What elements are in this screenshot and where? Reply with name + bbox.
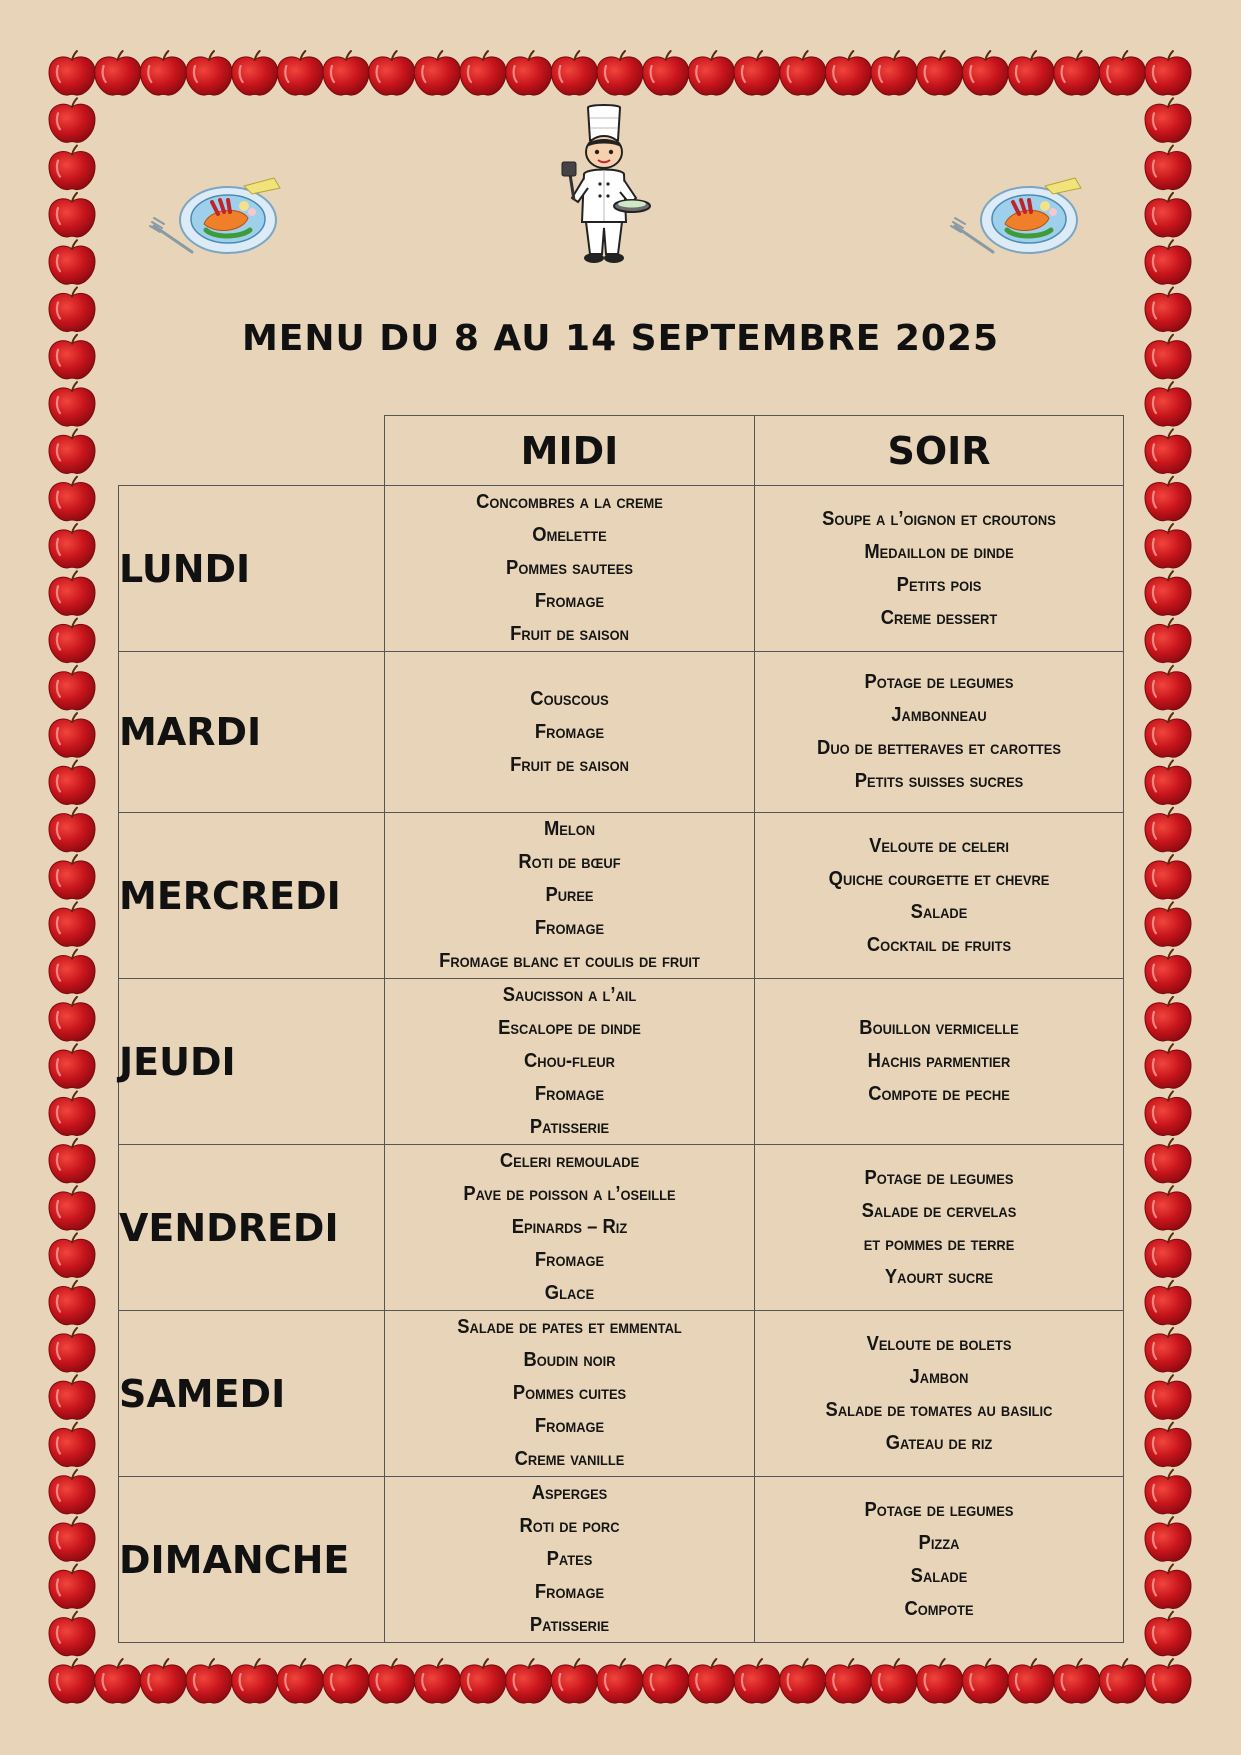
dish-item: Compote (904, 1597, 974, 1620)
dish-item: Gateau de riz (885, 1431, 993, 1454)
dish-item: Puree (545, 884, 594, 906)
dish-item: Epinards – Riz (511, 1216, 628, 1238)
dish-item: Jambonneau (891, 704, 987, 726)
menu-table (118, 415, 1124, 1643)
dish-item: Jambon (909, 1365, 969, 1388)
dish-item: Petits suisses sucres (854, 770, 1024, 792)
soir-dishes (755, 1311, 1124, 1477)
table-row (119, 1145, 1124, 1311)
table-row (119, 979, 1124, 1145)
dish-item: Pommes sautees (506, 557, 633, 579)
table-row (119, 1477, 1124, 1643)
dish-item: Fromage (534, 590, 605, 612)
column-header-midi: MIDI (385, 416, 755, 486)
midi-dishes (385, 1311, 755, 1477)
table-row (119, 652, 1124, 813)
dish-item: Melon (543, 818, 596, 840)
dish-item: Soupe a l’oignon et croutons (822, 507, 1056, 530)
dish-item: Salade de cervelas (861, 1199, 1017, 1222)
dish-item: Potage de legumes (864, 1498, 1014, 1521)
dish-item: Pizza (918, 1531, 960, 1554)
dish-item: Salade (910, 900, 968, 923)
plate-icon (148, 172, 288, 264)
midi-dishes (385, 979, 755, 1145)
dish-item: Bouillon vermicelle (859, 1017, 1019, 1039)
dish-item: Potage de legumes (864, 1166, 1014, 1189)
soir-dishes (755, 1477, 1124, 1643)
dish-item: Fromage (534, 917, 605, 939)
dish-item: Fruit de saison (510, 753, 629, 776)
dish-item: Fromage (534, 1083, 605, 1105)
plate-icon (949, 172, 1089, 264)
dish-item: Hachis parmentier (867, 1050, 1011, 1072)
table-row (119, 486, 1124, 652)
dish-item: Pates (546, 1548, 593, 1570)
dish-item: Couscous (530, 687, 609, 710)
dish-item: Roti de porc (519, 1515, 620, 1537)
page-title: MENU DU 8 AU 14 SEPTEMBRE 2025 (241, 318, 1000, 359)
column-header-soir: SOIR (755, 416, 1124, 486)
dish-item: Potage de legumes (864, 671, 1014, 693)
dish-item: Salade de tomates au basilic (825, 1398, 1053, 1421)
soir-dishes (755, 813, 1124, 979)
dish-item: Celeri remoulade (499, 1150, 640, 1172)
midi-dishes (385, 652, 755, 813)
dish-item: Quiche courgette et chevre (828, 867, 1050, 890)
dish-item: Fromage (534, 720, 605, 743)
dish-item: Concombres a la creme (476, 491, 663, 513)
dish-item: et pommes de terre (863, 1232, 1015, 1255)
day-name: MERCREDI (119, 813, 385, 979)
midi-dishes (385, 1145, 755, 1311)
day-name: JEUDI (119, 979, 385, 1145)
midi-dishes (385, 813, 755, 979)
day-name: LUNDI (119, 486, 385, 652)
dish-item: Escalope de dinde (498, 1017, 641, 1039)
day-name: MARDI (119, 652, 385, 813)
dish-item: Fromage (534, 1581, 605, 1603)
dish-item: Roti de bœuf (518, 851, 621, 873)
dish-item: Patisserie (529, 1614, 610, 1636)
soir-dishes (755, 652, 1124, 813)
dish-item: Omelette (532, 524, 607, 546)
table-corner (119, 416, 385, 486)
dish-item: Pave de poisson a l’oseille (463, 1183, 676, 1205)
day-name: SAMEDI (119, 1311, 385, 1477)
soir-dishes (755, 486, 1124, 652)
day-name: DIMANCHE (119, 1477, 385, 1643)
dish-item: Duo de betteraves et carottes (817, 737, 1061, 759)
dish-item: Boudin noir (523, 1349, 616, 1371)
dish-item: Pommes cuites (512, 1382, 627, 1404)
dish-item: Saucisson a l’ail (502, 984, 637, 1006)
table-row (119, 1311, 1124, 1477)
dish-item: Asperges (531, 1482, 608, 1504)
dish-item: Fruit de saison (510, 623, 629, 645)
dish-item: Patisserie (529, 1116, 610, 1138)
dish-item: Medaillon de dinde (864, 540, 1014, 563)
dish-item: Fromage blanc et coulis de fruit (439, 950, 700, 972)
midi-dishes (385, 486, 755, 652)
dish-item: Chou-fleur (524, 1050, 615, 1072)
dish-item: Petits pois (896, 573, 982, 596)
dish-item: Cocktail de fruits (866, 933, 1012, 956)
dish-item: Salade de pates et emmental (457, 1316, 682, 1338)
soir-dishes (755, 979, 1124, 1145)
dish-item: Fromage (534, 1249, 605, 1271)
table-row (119, 813, 1124, 979)
day-name: VENDREDI (119, 1145, 385, 1311)
chef-icon (556, 104, 652, 266)
midi-dishes (385, 1477, 755, 1643)
soir-dishes (755, 1145, 1124, 1311)
dish-item: Creme dessert (880, 606, 998, 629)
dish-item: Compote de peche (868, 1083, 1010, 1105)
dish-item: Yaourt sucre (884, 1265, 994, 1288)
dish-item: Fromage (534, 1415, 605, 1437)
dish-item: Salade (910, 1564, 968, 1587)
dish-item: Creme vanille (514, 1448, 625, 1470)
dish-item: Veloute de bolets (866, 1332, 1012, 1355)
dish-item: Veloute de celeri (869, 834, 1009, 857)
dish-item: Glace (544, 1282, 595, 1304)
